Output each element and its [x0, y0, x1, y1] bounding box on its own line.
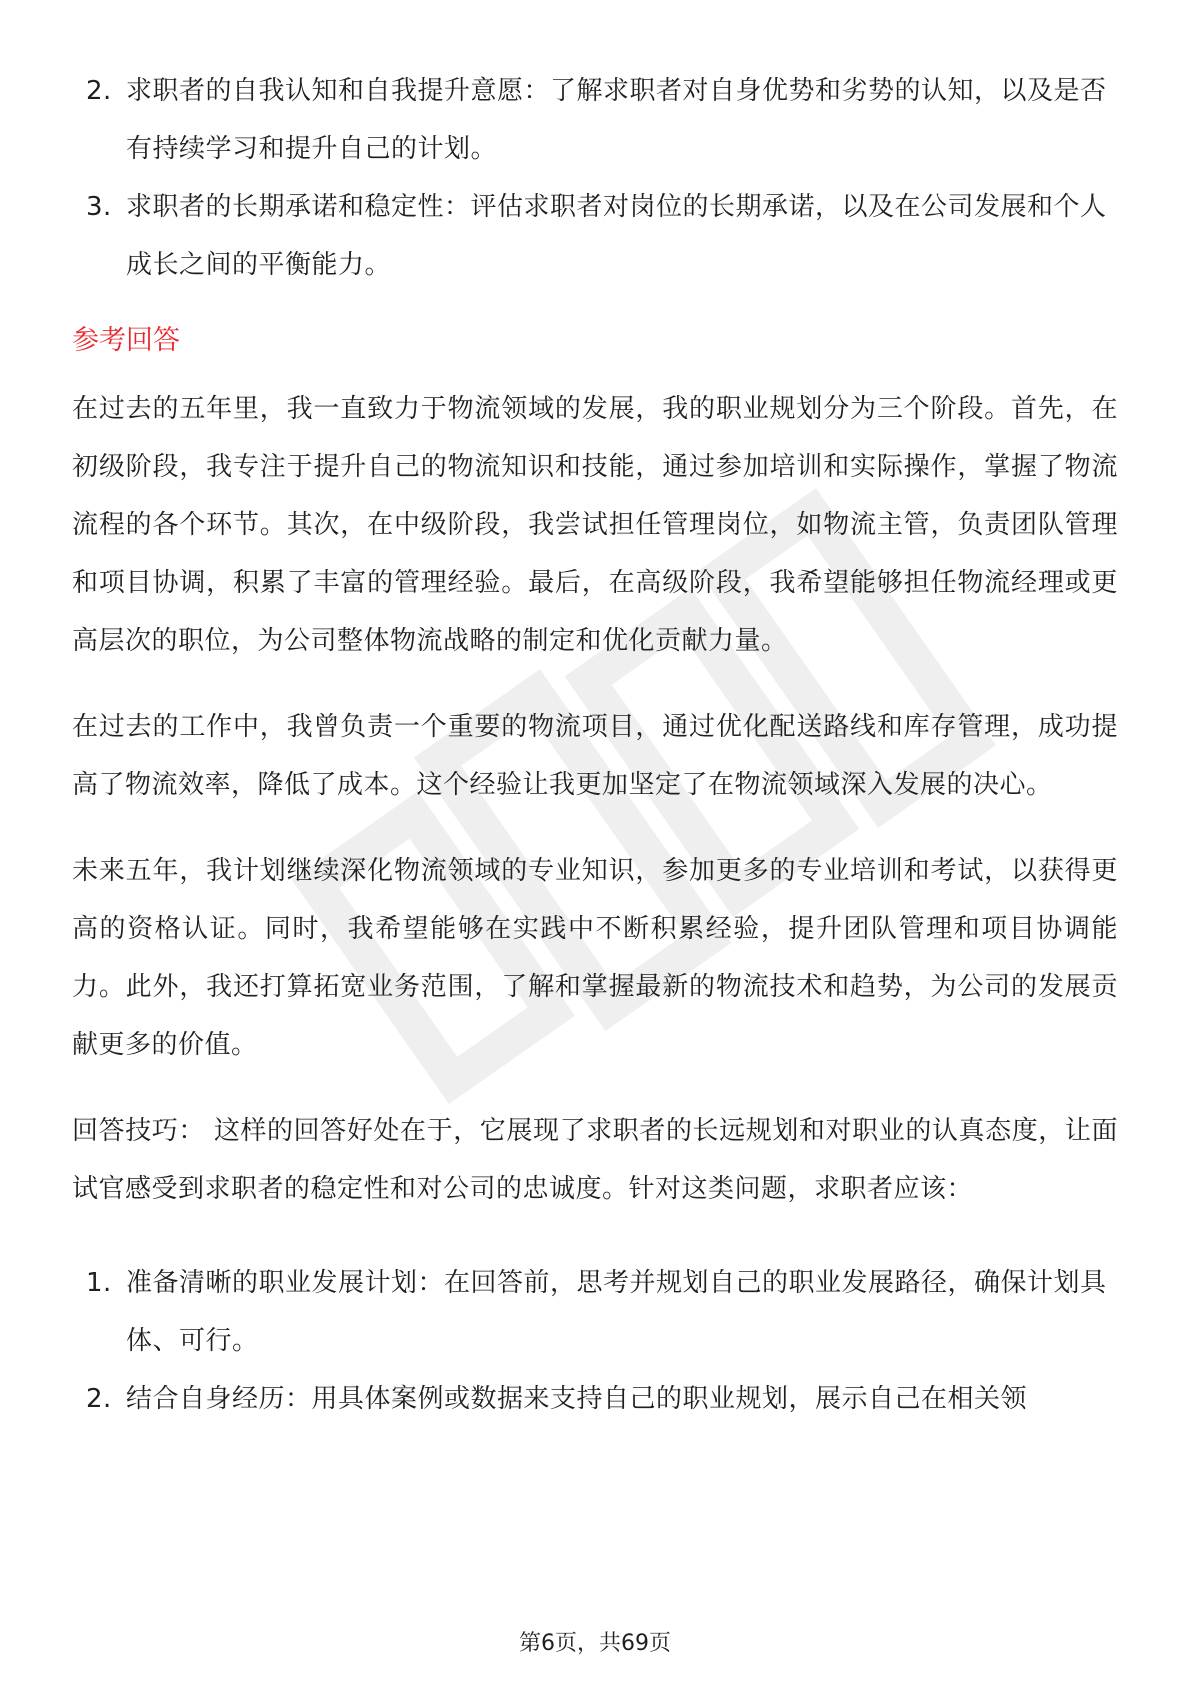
- list-number: 1.: [86, 1268, 112, 1298]
- bottom-list: [72, 1254, 1118, 1428]
- section-heading: 参考回答: [72, 325, 180, 356]
- answer-paragraph: 在过去的工作中，我曾负责一个重要的物流项目，通过优化配送路线和库存管理，成功提高了物流效率，降低了成本。这个经验让我更加坚定了在物流领域深入发展的决心。: [72, 712, 1118, 800]
- tips-paragraph: 回答技巧： 这样的回答好处在于，它展现了求职者的长远规划和对职业的认真态度，让面试官感受到求职者的稳定性和对公司的忠诚度。针对这类问题，求职者应该：: [72, 1116, 1118, 1204]
- answer-paragraph: 在过去的五年里，我一直致力于物流领域的发展，我的职业规划分为三个阶段。首先，在初级阶段，我专注于提升自己的物流知识和技能，通过参加培训和实际操作，掌握了物流流程的各个环节。其次，在中级阶段，我尝试担任管理岗位，如物流主管，负责团队管理和项目协调，积累了丰富的管理经验。最后，在高级阶段，我希望能够担任物流经理或更高层次的职位，为公司整体物流战略的制定和优化贡献力量。: [72, 394, 1118, 656]
- list-text: 求职者的自我认知和自我提升意愿：了解求职者对自身优势和劣势的认知，以及是否有持续学习和提升自己的计划。: [126, 76, 1107, 164]
- top-list: [72, 62, 1118, 294]
- list-text: 求职者的长期承诺和稳定性：评估求职者对岗位的长期承诺，以及在公司发展和个人成长之间的平衡能力。: [126, 192, 1107, 280]
- list-item: [72, 62, 1118, 178]
- list-text: 结合自身经历：用具体案例或数据来支持自己的职业规划，展示自己在相关领: [126, 1384, 1028, 1414]
- list-item: [72, 1370, 1118, 1428]
- list-item: [72, 1254, 1118, 1370]
- answer-paragraph: 未来五年，我计划继续深化物流领域的专业知识，参加更多的专业培训和考试，以获得更高的资格认证。同时，我希望能够在实践中不断积累经验，提升团队管理和项目协调能力。此外，我还打算拓宽业务范围，了解和掌握最新的物流技术和趋势，为公司的发展贡献更多的价值。: [72, 856, 1118, 1060]
- list-text: 准备清晰的职业发展计划：在回答前，思考并规划自己的职业发展路径，确保计划具体、可行。: [126, 1268, 1107, 1356]
- list-number: 3.: [86, 192, 112, 222]
- document-page: [72, 62, 1118, 1428]
- page-footer: 第6页，共69页: [519, 1631, 671, 1656]
- list-number: 2.: [86, 1384, 112, 1414]
- list-number: 2.: [86, 76, 112, 106]
- list-item: [72, 178, 1118, 294]
